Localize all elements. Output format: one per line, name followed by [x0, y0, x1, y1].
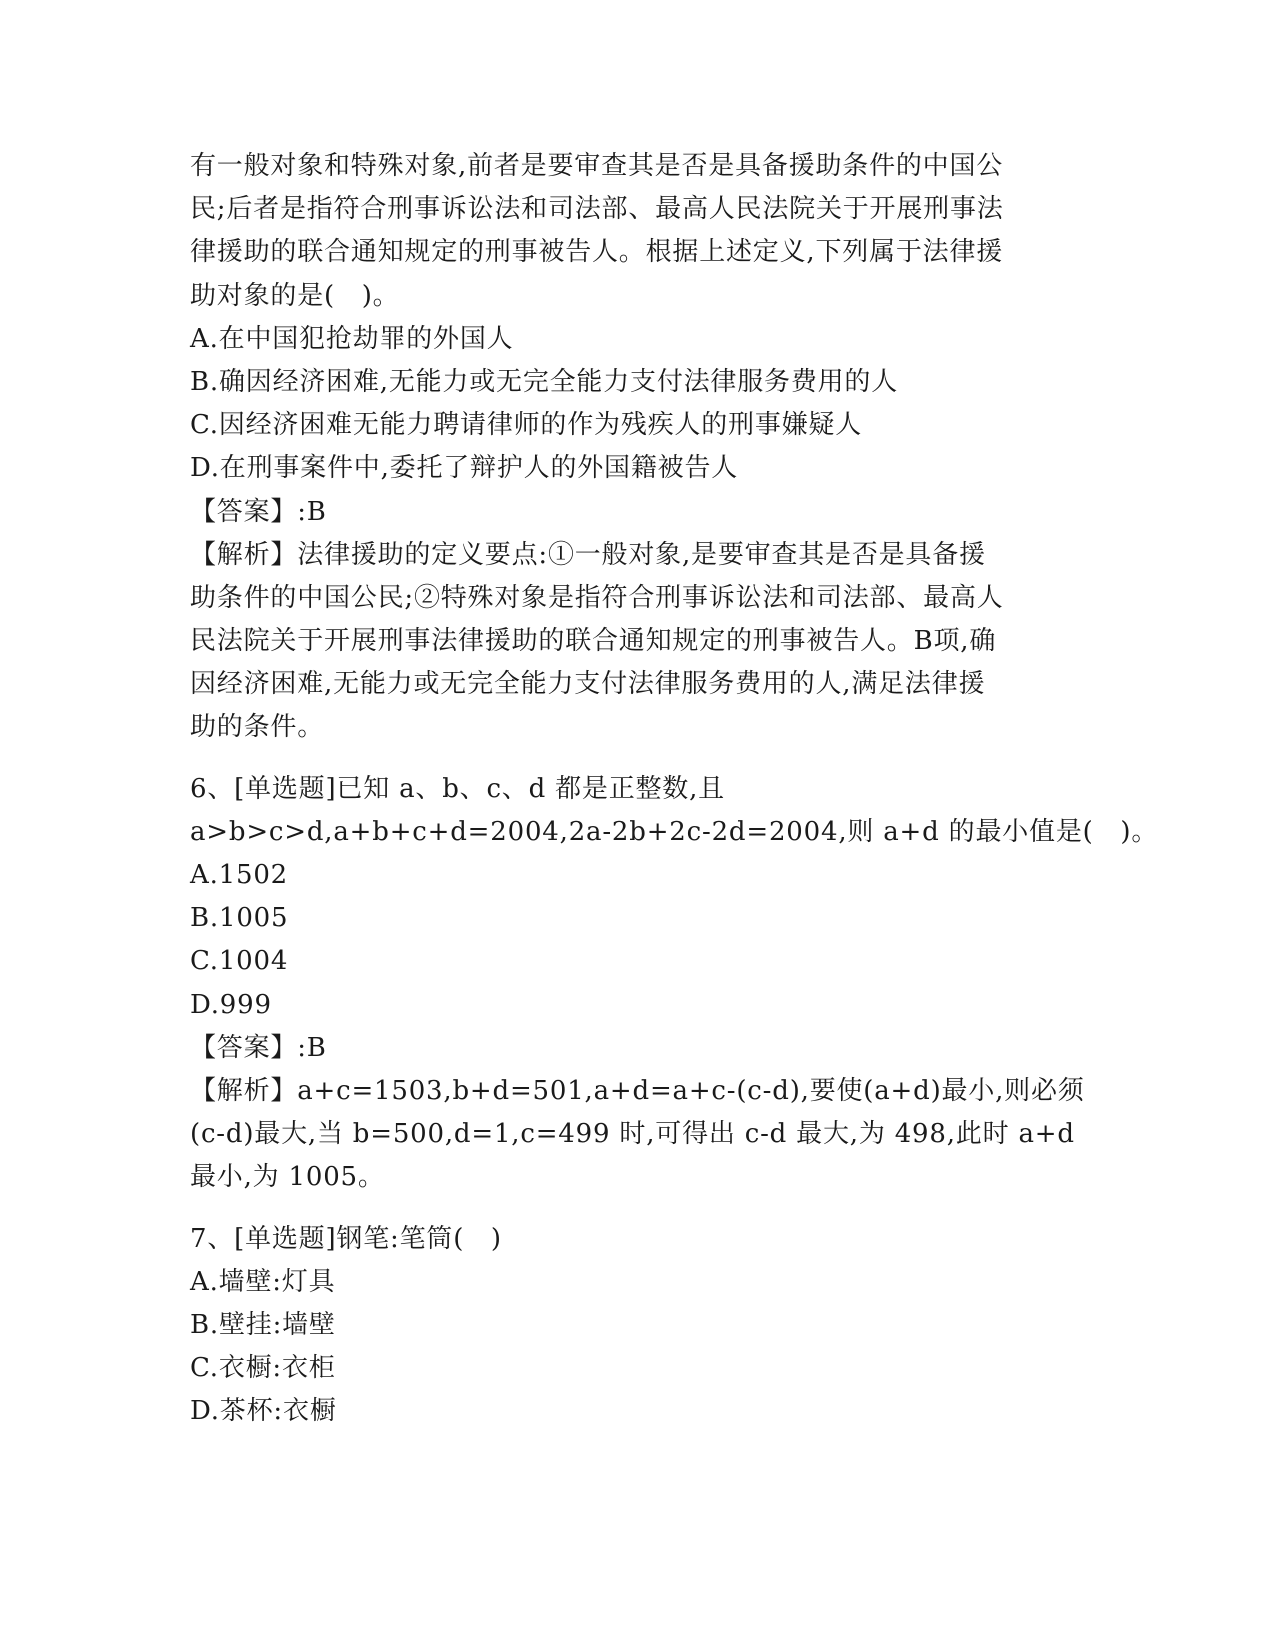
option-d: D.茶杯:衣橱 [190, 1396, 337, 1427]
option-a: A.在中国犯抢劫罪的外国人 [190, 323, 514, 354]
analysis-line: (c-d)最大,当 b=500,d=1,c=499 时,可得出 c-d 最大,为 498,此时 a+d [190, 1119, 1075, 1150]
option-c: C.衣橱:衣柜 [190, 1353, 336, 1384]
question-stem-line: a>b>c>d,a+b+c+d=2004,2a-2b+2c-2d=2004,则 a+d 的最小值是( )。 [190, 816, 1159, 847]
analysis-line: 【解析】a+c=1503,b+d=501,a+d=a+c-(c-d),要使(a+d)最小,则必须 [190, 1075, 1085, 1106]
question-stem-line: 有一般对象和特殊对象,前者是要审查其是否是具备援助条件的中国公 [190, 151, 1004, 181]
option-d: D.在刑事案件中,委托了辩护人的外国籍被告人 [190, 453, 739, 484]
question-stem-line: 民;后者是指符合刑事诉讼法和司法部、最高人民法院关于开展刑事法 [190, 194, 1004, 225]
analysis-line: 民法院关于开展刑事法律援助的联合通知规定的刑事被告人。B项,确 [190, 626, 997, 657]
option-b: B.确因经济困难,无能力或无完全能力支付法律服务费用的人 [190, 366, 899, 397]
option-a: A.墙壁:灯具 [190, 1266, 336, 1297]
question-5 [190, 145, 1090, 750]
option-c: C.因经济困难无能力聘请律师的作为残疾人的刑事嫌疑人 [190, 410, 863, 441]
question-stem-line: 助对象的是( )。 [190, 280, 400, 311]
question-stem-line: 7、[单选题]钢笔:笔筒( ) [190, 1223, 502, 1254]
analysis-line: 助条件的中国公民;②特殊对象是指符合刑事诉讼法和司法部、最高人 [190, 582, 1004, 613]
analysis-line: 最小,为 1005。 [190, 1162, 385, 1193]
question-6 [190, 768, 1159, 1200]
answer-line: 【答案】:B [190, 1032, 327, 1063]
analysis-line: 助的条件。 [190, 712, 325, 743]
question-7 [190, 1218, 1090, 1434]
document-page [190, 145, 1159, 1433]
analysis-line: 因经济困难,无能力或无完全能力支付法律服务费用的人,满足法律援 [190, 669, 986, 700]
answer-line: 【答案】:B [190, 496, 327, 527]
option-d: D.999 [190, 989, 272, 1020]
analysis-line: 【解析】法律援助的定义要点:①一般对象,是要审查其是否是具备援 [190, 539, 986, 570]
option-a: A.1502 [190, 860, 289, 890]
option-c: C.1004 [190, 946, 289, 977]
option-b: B.1005 [190, 903, 289, 934]
option-b: B.壁挂:墙壁 [190, 1309, 336, 1340]
question-stem-line: 律援助的联合通知规定的刑事被告人。根据上述定义,下列属于法律援 [190, 237, 1004, 268]
question-stem-line: 6、[单选题]已知 a、b、c、d 都是正整数,且 [190, 773, 725, 804]
